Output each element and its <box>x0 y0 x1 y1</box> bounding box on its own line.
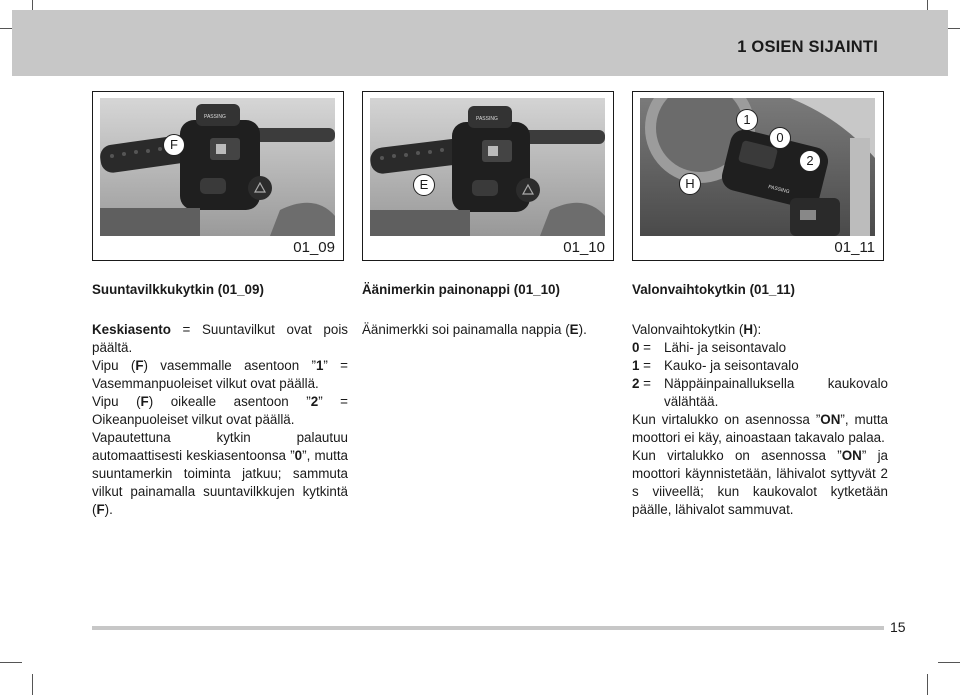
passing-label: PASSING <box>767 184 791 196</box>
figure-01-10 <box>362 91 614 261</box>
crop-mark <box>938 662 960 663</box>
crop-mark <box>0 662 22 663</box>
definition-row: 0 = Lähi- ja seisontavalo <box>632 340 787 355</box>
light-switch-intro: Valonvaihtokytkin (H): <box>632 322 762 337</box>
definition-row: 1 = Kauko- ja seisontavalo <box>632 358 799 373</box>
horn-button-photo <box>370 98 605 236</box>
turn-signal-text: Keskiasento = Suuntavilkut ovat pois päältä. Vipu (F) vasemmalle asentoon ”1” = Vasemmanpuoleiset vilkut ovat päällä. Vipu (F) oikealle asentoon ”2” = Oikeanpuoleiset vilkut ovat päällä. Vapautettuna kytkin palautuu automaattisesti keskiasentoonsa ”0”, mutta suuntamerkin toiminta jatkuu; sammuta vilkut painamalla suuntavilkkujen kytkintä (F). <box>92 322 349 517</box>
figure-code: 01_10 <box>563 239 605 256</box>
callout-2: 2 <box>799 150 821 172</box>
passing-label: PASSING <box>476 116 498 122</box>
callout-1: 1 <box>736 109 758 131</box>
callout-h: H <box>679 173 701 195</box>
figure-01-09 <box>92 91 344 261</box>
light-switch-note-2: Kun virtalukko on asennossa ”ON” ja moottori käynnistetään, lähivalot syttyvät 2 s viiveellä; kun kaukovalot kytketään päälle, lähivalot sammuvat. <box>632 448 888 517</box>
handlebar-switch-photo <box>100 98 335 236</box>
page-number: 15 <box>890 619 906 635</box>
column-turn-signal <box>92 281 348 519</box>
passing-label: PASSING <box>204 114 226 120</box>
chapter-title: 1 OSIEN SIJAINTI <box>737 38 878 56</box>
footer-rule <box>92 626 884 630</box>
column-horn <box>362 281 618 339</box>
horn-text: Äänimerkki soi painamalla nappia (E). <box>362 322 587 337</box>
section-heading: Valonvaihtokytkin (01_11) <box>632 282 795 297</box>
section-heading: Äänimerkin painonappi (01_10) <box>362 282 560 297</box>
light-switch-note-1: Kun virtalukko on asennossa ”ON”, mutta moottori ei käy, ainoastaan takavalo palaa. <box>632 412 889 445</box>
callout-0: 0 <box>769 127 791 149</box>
callout-f: F <box>163 134 185 156</box>
figure-code: 01_11 <box>834 239 875 256</box>
column-light-switch <box>632 281 888 519</box>
crop-mark <box>927 674 928 695</box>
section-heading: Suuntavilkkukytkin (01_09) <box>92 282 264 297</box>
definition-row: 2 = Näppäinpainalluksella kaukovalo välähtää. <box>632 376 888 409</box>
callout-e: E <box>413 174 435 196</box>
crop-mark <box>32 674 33 695</box>
figure-01-11 <box>632 91 884 261</box>
figure-code: 01_09 <box>293 239 335 256</box>
